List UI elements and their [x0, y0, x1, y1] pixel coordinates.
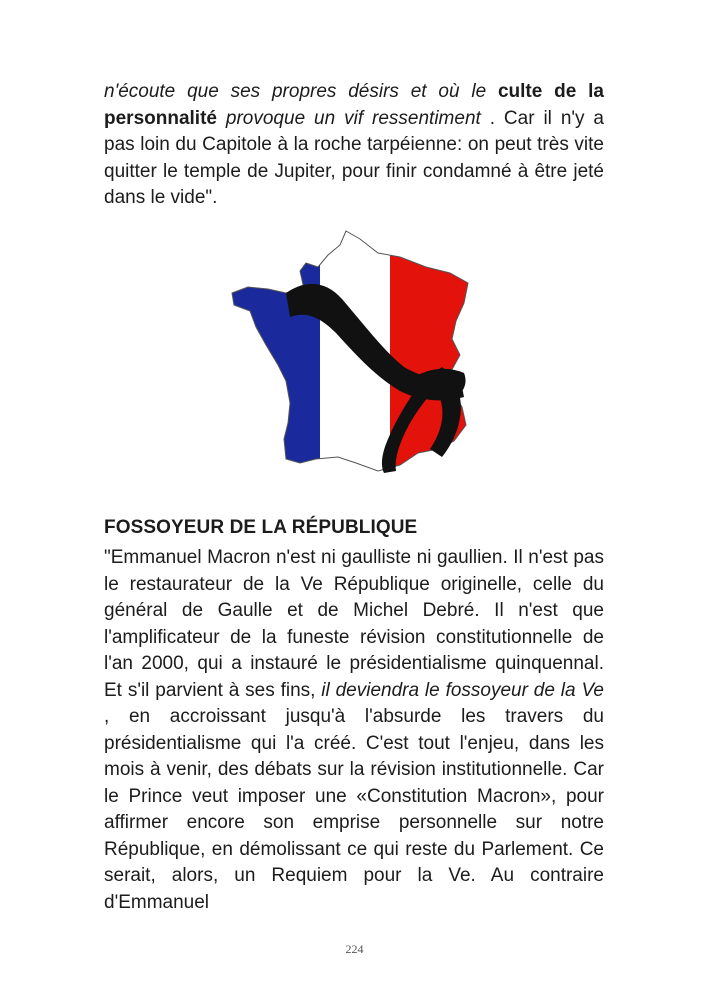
- italic-phrase: n'écoute que ses propres désirs et où le: [104, 81, 487, 102]
- bold-phrase: culte de la personnalité: [104, 81, 604, 129]
- italic-phrase: il deviendra le fossoyeur de la Ve: [321, 679, 604, 701]
- italic-phrase: provoque un vif ressentiment: [225, 107, 481, 129]
- flag-blue-band: [228, 227, 320, 477]
- paragraph-text: . Car il n'y a pas loin du Capitole à la roche tarpéienne: on peut très vite quitter le temple de Jupiter, pour finir condamné à être jeté dans le vide".: [104, 107, 604, 208]
- france-mourning-flag-figure: [228, 227, 478, 477]
- section-heading: FOSSOYEUR DE LA RÉPUBLIQUE: [104, 517, 418, 538]
- france-map-illustration: [228, 227, 478, 477]
- paragraph-body: [104, 545, 604, 916]
- page-number: 224: [345, 942, 364, 956]
- flag-red-band: [390, 227, 478, 477]
- paragraph-text: "Emmanuel Macron n'est ni gaulliste ni gaullien. Il n'est pas le restaurateur de la Ve République originelle, celle du général de Gaulle et de Michel Debré. Il n'est que l'amplificateur de la funeste révision constitutionnelle de l'an 2000, qui a instauré le présidentialisme quinquennal. Et s'il parvient à ses fins,: [104, 547, 604, 701]
- paragraph-text: , en accroissant jusqu'à l'absurde les travers du présidentialisme qui l'a créé. C'est tout l'enjeu, dans les mois à venir, des débats sur la révision institutionnelle. Car le Prince veut imposer une «Constitution Macron», pour affirmer encore son emprise personnelle sur notre République, en démolissant ce qui reste du Parlement. Ce serait, alors, un Requiem pour la Ve. Au contraire d'Emmanuel: [104, 706, 604, 913]
- paragraph-continuation: [104, 79, 604, 212]
